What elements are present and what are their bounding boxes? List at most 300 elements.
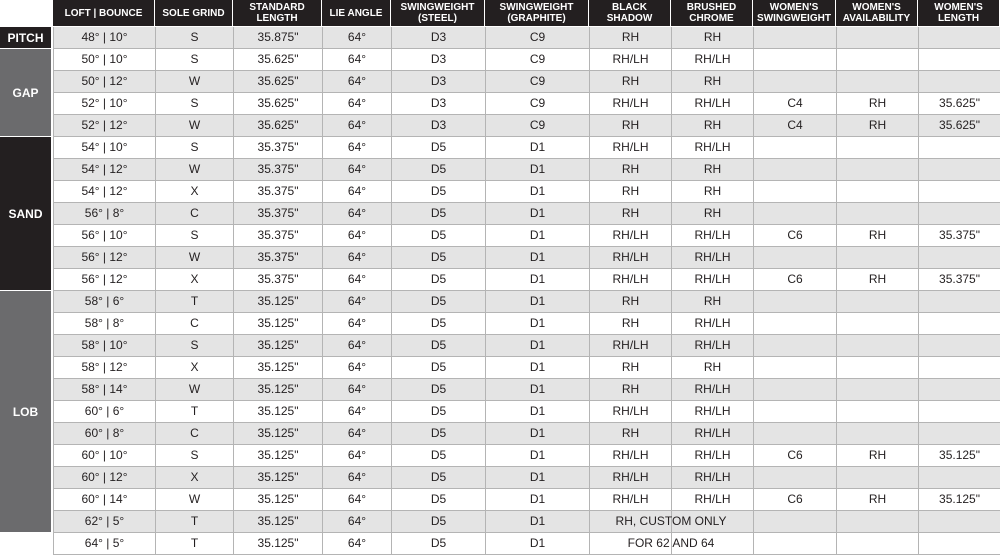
cell-sw-graphite: D1: [485, 203, 589, 224]
column-header-sw-steel: SWINGWEIGHT (STEEL): [391, 0, 484, 26]
cell-brushed-chrome: RH/LH: [671, 247, 753, 268]
cell-womens-avail: [836, 159, 918, 180]
cell-loft: 54° | 12°: [53, 181, 155, 202]
cell-womens-avail: [836, 49, 918, 70]
column-header-length: STANDARD LENGTH: [233, 0, 321, 26]
cell-womens-length: [918, 247, 1000, 268]
cell-womens-length: [918, 401, 1000, 422]
cell-sw-steel: D5: [391, 269, 485, 290]
cell-sole: W: [155, 379, 233, 400]
cell-womens-length: [918, 313, 1000, 334]
cell-brushed-chrome: RH: [671, 357, 753, 378]
cell-black-shadow: RH/LH: [589, 137, 671, 158]
cell-length: 35.125": [233, 467, 322, 488]
cell-length: 35.375": [233, 247, 322, 268]
cell-sw-graphite: D1: [485, 159, 589, 180]
cell-womens-length: [918, 511, 1000, 532]
cell-lie: 64°: [322, 445, 391, 466]
cell-length: 35.375": [233, 137, 322, 158]
cell-sw-steel: D5: [391, 247, 485, 268]
table-row: [53, 291, 1000, 312]
cell-sw-graphite: D1: [485, 291, 589, 312]
cell-womens-avail: RH: [836, 225, 918, 246]
cell-length: 35.625": [233, 93, 322, 114]
column-header-womens-avail: WOMEN'S AVAILABILITY: [836, 0, 917, 26]
cell-brushed-chrome: RH/LH: [671, 225, 753, 246]
cell-length: 35.125": [233, 401, 322, 422]
cell-sw-steel: D5: [391, 137, 485, 158]
cell-sole: S: [155, 445, 233, 466]
cell-sole: T: [155, 511, 233, 532]
custom-order-note: FOR 62 AND 64: [627, 536, 715, 550]
cell-sw-steel: D5: [391, 423, 485, 444]
cell-lie: 64°: [322, 357, 391, 378]
cell-womens-sw: C4: [753, 93, 836, 114]
cell-brushed-chrome: RH: [671, 203, 753, 224]
cell-sw-graphite: D1: [485, 379, 589, 400]
cell-sw-graphite: D1: [485, 511, 589, 532]
cell-lie: 64°: [322, 137, 391, 158]
cell-brushed-chrome: RH/LH: [671, 401, 753, 422]
cell-loft: 60° | 14°: [53, 489, 155, 510]
cell-womens-length: [918, 181, 1000, 202]
cell-womens-avail: [836, 71, 918, 92]
cell-lie: 64°: [322, 533, 391, 554]
cell-womens-sw: C6: [753, 269, 836, 290]
cell-sole: T: [155, 291, 233, 312]
cell-loft: 52° | 12°: [53, 115, 155, 136]
cell-sole: T: [155, 401, 233, 422]
cell-sw-graphite: D1: [485, 401, 589, 422]
cell-brushed-chrome: RH/LH: [671, 379, 753, 400]
cell-womens-sw: C4: [753, 115, 836, 136]
cell-black-shadow: RH: [589, 27, 671, 48]
cell-lie: 64°: [322, 181, 391, 202]
cell-sw-graphite: D1: [485, 445, 589, 466]
cell-lie: 64°: [322, 291, 391, 312]
cell-sole: X: [155, 357, 233, 378]
cell-sw-graphite: D1: [485, 137, 589, 158]
cell-lie: 64°: [322, 335, 391, 356]
cell-sole: W: [155, 71, 233, 92]
cell-womens-length: 35.625": [918, 115, 1000, 136]
cell-sole: W: [155, 489, 233, 510]
cell-womens-avail: RH: [836, 445, 918, 466]
cell-sw-steel: D3: [391, 115, 485, 136]
cell-loft: 60° | 6°: [53, 401, 155, 422]
cell-lie: 64°: [322, 379, 391, 400]
table-row: [53, 181, 1000, 202]
cell-brushed-chrome: RH: [671, 115, 753, 136]
cell-womens-sw: [753, 423, 836, 444]
cell-sw-steel: D5: [391, 203, 485, 224]
table-row: [53, 511, 1000, 532]
cell-womens-avail: [836, 511, 918, 532]
cell-sw-graphite: D1: [485, 335, 589, 356]
cell-sole: X: [155, 269, 233, 290]
cell-black-shadow: RH/LH: [589, 401, 671, 422]
table-row: [53, 401, 1000, 422]
cell-womens-avail: [836, 357, 918, 378]
cell-sw-steel: D5: [391, 445, 485, 466]
cell-sw-graphite: C9: [485, 27, 589, 48]
cell-sw-steel: D5: [391, 225, 485, 246]
cell-womens-length: [918, 49, 1000, 70]
cell-sw-steel: D5: [391, 313, 485, 334]
cell-womens-avail: [836, 247, 918, 268]
column-header-black-shadow: BLACK SHADOW: [589, 0, 670, 26]
header-corner: [0, 0, 51, 26]
group-label-gap: GAP: [0, 49, 51, 137]
cell-black-shadow: RH: [589, 379, 671, 400]
cell-womens-sw: [753, 467, 836, 488]
cell-sole: W: [155, 115, 233, 136]
cell-sw-graphite: D1: [485, 467, 589, 488]
cell-length: 35.125": [233, 423, 322, 444]
cell-brushed-chrome: RH: [671, 71, 753, 92]
cell-womens-avail: RH: [836, 115, 918, 136]
cell-loft: 58° | 10°: [53, 335, 155, 356]
cell-womens-length: [918, 137, 1000, 158]
cell-sw-graphite: D1: [485, 489, 589, 510]
cell-sw-steel: D5: [391, 511, 485, 532]
cell-womens-length: [918, 203, 1000, 224]
cell-loft: 62° | 5°: [53, 511, 155, 532]
cell-womens-length: [918, 423, 1000, 444]
cell-sw-steel: D5: [391, 401, 485, 422]
cell-sole: T: [155, 533, 233, 554]
cell-sw-steel: D5: [391, 159, 485, 180]
table-row: [53, 49, 1000, 70]
cell-black-shadow: RH/LH: [589, 335, 671, 356]
group-label-pitch: PITCH: [0, 27, 51, 49]
cell-sole: S: [155, 49, 233, 70]
cell-womens-length: 35.625": [918, 93, 1000, 114]
column-header-loft: LOFT | BOUNCE: [53, 0, 154, 26]
cell-black-shadow: RH: [589, 159, 671, 180]
cell-brushed-chrome: RH/LH: [671, 269, 753, 290]
cell-length: 35.375": [233, 225, 322, 246]
group-label-sand: SAND: [0, 137, 51, 291]
cell-black-shadow: RH/LH: [589, 467, 671, 488]
cell-womens-avail: [836, 379, 918, 400]
cell-length: 35.375": [233, 203, 322, 224]
cell-lie: 64°: [322, 27, 391, 48]
cell-loft: 58° | 8°: [53, 313, 155, 334]
cell-womens-sw: [753, 247, 836, 268]
cell-lie: 64°: [322, 225, 391, 246]
cell-loft: 60° | 8°: [53, 423, 155, 444]
cell-lie: 64°: [322, 71, 391, 92]
cell-womens-sw: [753, 291, 836, 312]
cell-loft: 48° | 10°: [53, 27, 155, 48]
cell-womens-sw: [753, 533, 836, 554]
custom-order-note: RH, CUSTOM ONLY: [615, 514, 727, 528]
cell-womens-length: 35.375": [918, 269, 1000, 290]
cell-sw-graphite: D1: [485, 181, 589, 202]
cell-womens-avail: [836, 181, 918, 202]
cell-sw-steel: D5: [391, 489, 485, 510]
cell-sw-graphite: D1: [485, 423, 589, 444]
cell-sw-steel: D3: [391, 27, 485, 48]
cell-womens-length: [918, 27, 1000, 48]
cell-length: 35.625": [233, 49, 322, 70]
cell-black-shadow: RH: [589, 115, 671, 136]
table-row: [53, 445, 1000, 466]
cell-loft: 56° | 8°: [53, 203, 155, 224]
column-header-brushed-chrome: BRUSHED CHROME: [671, 0, 752, 26]
cell-womens-avail: RH: [836, 269, 918, 290]
cell-sw-graphite: D1: [485, 357, 589, 378]
cell-black-shadow: RH/LH: [589, 93, 671, 114]
cell-loft: 60° | 12°: [53, 467, 155, 488]
table-row: [53, 27, 1000, 48]
cell-brushed-chrome: RH/LH: [671, 445, 753, 466]
cell-womens-length: [918, 291, 1000, 312]
cell-length: 35.125": [233, 379, 322, 400]
cell-womens-sw: C6: [753, 489, 836, 510]
cell-loft: 54° | 10°: [53, 137, 155, 158]
cell-length: 35.375": [233, 159, 322, 180]
table-row: [53, 335, 1000, 356]
cell-sw-steel: D5: [391, 379, 485, 400]
cell-womens-sw: [753, 401, 836, 422]
cell-brushed-chrome: RH: [671, 27, 753, 48]
cell-womens-sw: [753, 159, 836, 180]
cell-brushed-chrome: RH: [671, 291, 753, 312]
cell-womens-avail: [836, 203, 918, 224]
table-row: [53, 379, 1000, 400]
cell-sole: S: [155, 225, 233, 246]
cell-womens-sw: [753, 27, 836, 48]
cell-length: 35.875": [233, 27, 322, 48]
column-header-lie: LIE ANGLE: [322, 0, 390, 26]
cell-sw-steel: D5: [391, 467, 485, 488]
cell-lie: 64°: [322, 93, 391, 114]
cell-loft: 60° | 10°: [53, 445, 155, 466]
cell-womens-length: [918, 357, 1000, 378]
table-row: [53, 423, 1000, 444]
cell-sw-steel: D3: [391, 49, 485, 70]
cell-black-shadow: RH: [589, 181, 671, 202]
cell-black-shadow: RH: [589, 71, 671, 92]
cell-womens-sw: [753, 357, 836, 378]
cell-womens-avail: [836, 335, 918, 356]
cell-black-shadow: RH: [589, 357, 671, 378]
cell-black-shadow: RH/LH: [589, 49, 671, 70]
cell-sw-steel: D5: [391, 357, 485, 378]
cell-sole: S: [155, 137, 233, 158]
cell-sole: C: [155, 203, 233, 224]
cell-black-shadow: RH/LH: [589, 445, 671, 466]
cell-womens-avail: [836, 313, 918, 334]
cell-brushed-chrome: RH/LH: [671, 49, 753, 70]
table-row: [53, 313, 1000, 334]
cell-lie: 64°: [322, 401, 391, 422]
cell-sw-steel: D3: [391, 71, 485, 92]
cell-brushed-chrome: RH/LH: [671, 489, 753, 510]
cell-black-shadow: RH: [589, 423, 671, 444]
table-row: [53, 247, 1000, 268]
cell-length: 35.625": [233, 71, 322, 92]
column-header-sole: SOLE GRIND: [155, 0, 232, 26]
cell-womens-length: [918, 159, 1000, 180]
table-row: [53, 71, 1000, 92]
cell-length: 35.125": [233, 335, 322, 356]
cell-sw-graphite: C9: [485, 115, 589, 136]
cell-sw-graphite: D1: [485, 247, 589, 268]
cell-womens-avail: [836, 533, 918, 554]
cell-brushed-chrome: RH/LH: [671, 93, 753, 114]
cell-sw-graphite: D1: [485, 533, 589, 554]
group-label-lob: LOB: [0, 291, 51, 533]
cell-sole: X: [155, 467, 233, 488]
cell-womens-sw: [753, 137, 836, 158]
cell-loft: 54° | 12°: [53, 159, 155, 180]
row-divider: [53, 554, 1000, 555]
cell-lie: 64°: [322, 511, 391, 532]
cell-womens-avail: [836, 401, 918, 422]
cell-womens-length: [918, 335, 1000, 356]
cell-sw-graphite: C9: [485, 49, 589, 70]
cell-sole: C: [155, 313, 233, 334]
cell-length: 35.125": [233, 489, 322, 510]
table-row: [53, 203, 1000, 224]
cell-sole: C: [155, 423, 233, 444]
cell-black-shadow: RH: [589, 291, 671, 312]
cell-sw-graphite: C9: [485, 93, 589, 114]
cell-black-shadow: RH/LH: [589, 247, 671, 268]
cell-black-shadow: RH/LH: [589, 269, 671, 290]
cell-womens-length: 35.125": [918, 445, 1000, 466]
cell-length: 35.125": [233, 445, 322, 466]
cell-womens-length: 35.125": [918, 489, 1000, 510]
cell-sw-steel: D5: [391, 181, 485, 202]
cell-length: 35.125": [233, 313, 322, 334]
column-header-womens-sw: WOMEN'S SWINGWEIGHT: [753, 0, 835, 26]
cell-womens-sw: [753, 71, 836, 92]
cell-loft: 50° | 10°: [53, 49, 155, 70]
table-row: [53, 489, 1000, 510]
cell-lie: 64°: [322, 489, 391, 510]
cell-loft: 58° | 14°: [53, 379, 155, 400]
cell-brushed-chrome: RH/LH: [671, 467, 753, 488]
cell-length: 35.375": [233, 181, 322, 202]
cell-womens-avail: [836, 291, 918, 312]
cell-sw-steel: D5: [391, 533, 485, 554]
table-row: [53, 467, 1000, 488]
cell-womens-sw: [753, 335, 836, 356]
cell-sole: W: [155, 247, 233, 268]
cell-brushed-chrome: RH/LH: [671, 423, 753, 444]
cell-womens-avail: [836, 423, 918, 444]
cell-black-shadow: RH: [589, 203, 671, 224]
cell-womens-length: [918, 71, 1000, 92]
cell-womens-sw: [753, 379, 836, 400]
cell-sole: S: [155, 93, 233, 114]
table-row: [53, 269, 1000, 290]
table-row: [53, 159, 1000, 180]
cell-sw-steel: D5: [391, 335, 485, 356]
cell-lie: 64°: [322, 313, 391, 334]
table-row: [53, 115, 1000, 136]
cell-sole: W: [155, 159, 233, 180]
table-row: [53, 93, 1000, 114]
cell-womens-avail: RH: [836, 93, 918, 114]
cell-loft: 58° | 6°: [53, 291, 155, 312]
cell-loft: 52° | 10°: [53, 93, 155, 114]
cell-womens-avail: [836, 467, 918, 488]
cell-brushed-chrome: RH: [671, 159, 753, 180]
cell-womens-sw: [753, 203, 836, 224]
cell-brushed-chrome: RH/LH: [671, 137, 753, 158]
cell-sw-graphite: C9: [485, 71, 589, 92]
cell-womens-avail: [836, 27, 918, 48]
cell-lie: 64°: [322, 115, 391, 136]
cell-womens-length: [918, 467, 1000, 488]
cell-loft: 56° | 12°: [53, 247, 155, 268]
table-row: [53, 357, 1000, 378]
cell-womens-length: 35.375": [918, 225, 1000, 246]
cell-brushed-chrome: RH/LH: [671, 335, 753, 356]
cell-womens-sw: [753, 181, 836, 202]
cell-loft: 58° | 12°: [53, 357, 155, 378]
cell-womens-avail: RH: [836, 489, 918, 510]
cell-sw-graphite: D1: [485, 225, 589, 246]
cell-loft: 56° | 12°: [53, 269, 155, 290]
column-header-sw-graphite: SWINGWEIGHT (GRAPHITE): [485, 0, 588, 26]
cell-lie: 64°: [322, 247, 391, 268]
cell-brushed-chrome: RH/LH: [671, 313, 753, 334]
cell-black-shadow: RH/LH: [589, 489, 671, 510]
column-header-womens-length: WOMEN'S LENGTH: [918, 0, 999, 26]
cell-womens-sw: C6: [753, 225, 836, 246]
cell-loft: 56° | 10°: [53, 225, 155, 246]
cell-womens-sw: C6: [753, 445, 836, 466]
cell-womens-avail: [836, 137, 918, 158]
cell-sw-steel: D5: [391, 291, 485, 312]
table-row: [53, 225, 1000, 246]
cell-length: 35.125": [233, 511, 322, 532]
cell-sw-graphite: D1: [485, 269, 589, 290]
cell-sole: S: [155, 27, 233, 48]
cell-length: 35.625": [233, 115, 322, 136]
cell-womens-sw: [753, 313, 836, 334]
cell-lie: 64°: [322, 159, 391, 180]
cell-sole: X: [155, 181, 233, 202]
cell-length: 35.125": [233, 291, 322, 312]
cell-sw-steel: D3: [391, 93, 485, 114]
cell-lie: 64°: [322, 467, 391, 488]
cell-womens-length: [918, 379, 1000, 400]
cell-lie: 64°: [322, 423, 391, 444]
cell-length: 35.375": [233, 269, 322, 290]
cell-black-shadow: RH: [589, 313, 671, 334]
cell-loft: 64° | 5°: [53, 533, 155, 554]
cell-loft: 50° | 12°: [53, 71, 155, 92]
cell-length: 35.125": [233, 533, 322, 554]
table-row: [53, 533, 1000, 554]
cell-womens-sw: [753, 511, 836, 532]
cell-lie: 64°: [322, 203, 391, 224]
cell-brushed-chrome: RH: [671, 181, 753, 202]
cell-black-shadow: RH/LH: [589, 225, 671, 246]
cell-womens-sw: [753, 49, 836, 70]
cell-sole: S: [155, 335, 233, 356]
cell-sw-graphite: D1: [485, 313, 589, 334]
cell-lie: 64°: [322, 49, 391, 70]
cell-lie: 64°: [322, 269, 391, 290]
